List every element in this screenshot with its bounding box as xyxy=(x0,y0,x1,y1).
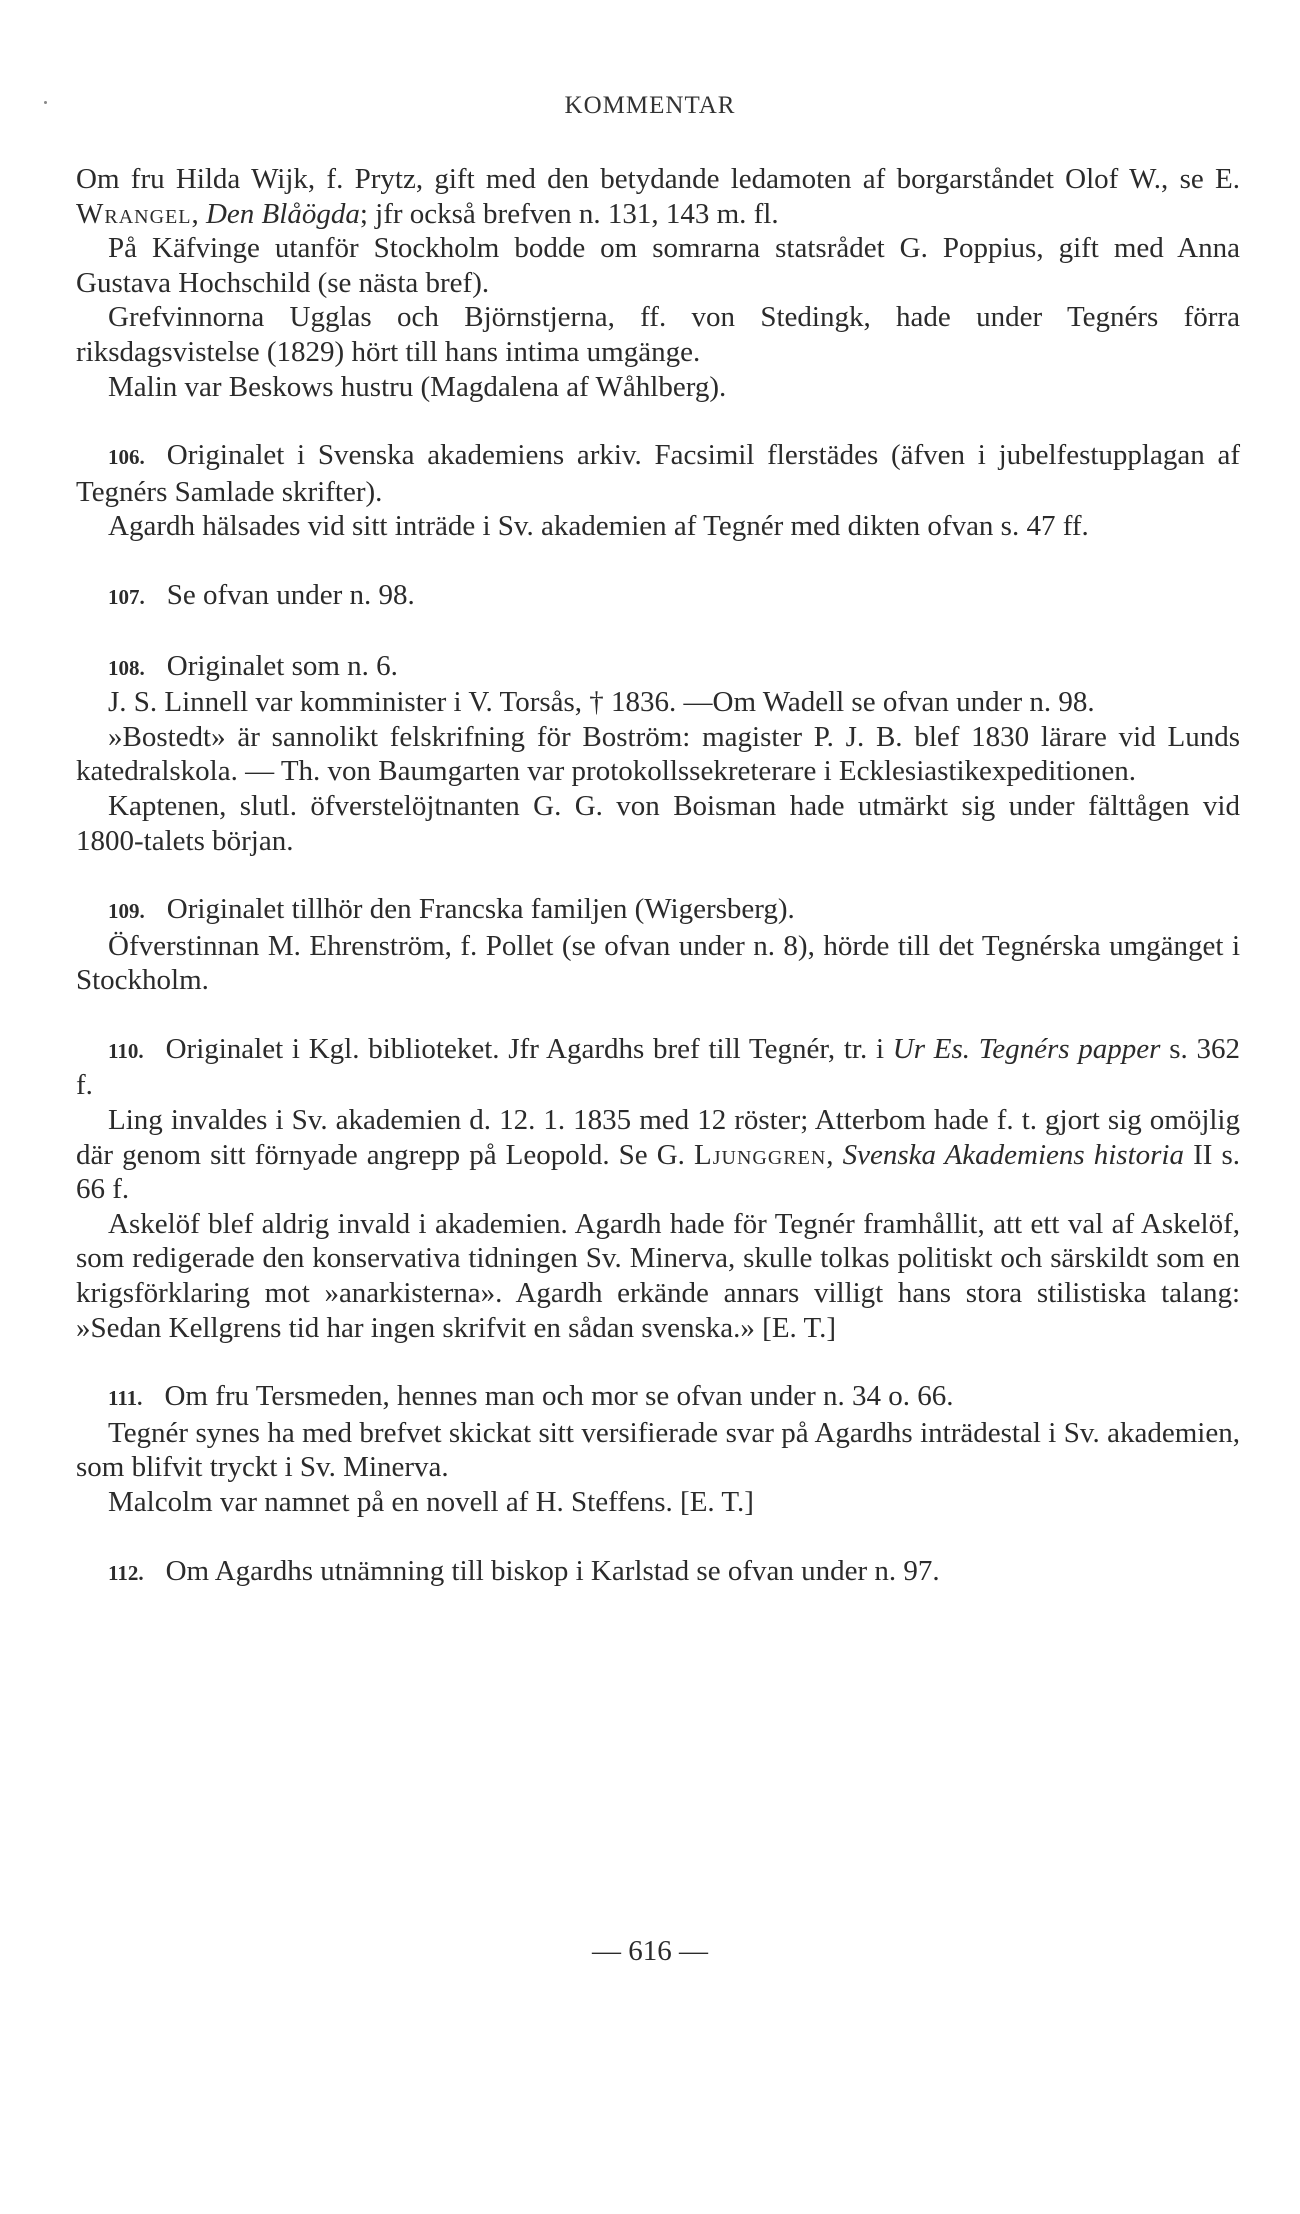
paragraph: Ling invaldes i Sv. akademien d. 12. 1. 1835 med 12 röster; Atterbom hade f. t. gjort sig omöjlig där genom sitt förnyade angrepp på Leopold. Se G. Ljunggren, Svenska Akademiens historia II s. 66 f. xyxy=(76,1104,1240,1206)
paragraph: 112. Om Agardhs utnämning till biskop i Karlstad se ofvan under n. 97. xyxy=(108,1554,940,1587)
page-number: — 616 — xyxy=(592,1935,708,1967)
entry-number: 112. xyxy=(108,1560,144,1585)
entry-number: 106. xyxy=(108,445,145,470)
italic-title: Den Blåögda xyxy=(205,197,360,230)
paragraph: »Bostedt» är sannolikt felskrifning för Boström: magister P. J. B. blef 1830 lärare vid Lunds katedralskola. — Th. von Baumgarten var protokollssekreterare i Ecklesiastikexpeditionen. xyxy=(76,720,1240,788)
small-caps-name: Wrangel xyxy=(76,197,192,230)
paragraph: Öfverstinnan M. Ehrenström, f. Pollet (se ofvan under n. 8), hörde till det Tegnérska umgänget i Stockholm. xyxy=(76,929,1240,997)
paragraph: 106. Originalet i Svenska akademiens arkiv. Facsimil flerstädes (äfven i jubelfestupplagan af Tegnérs Samlade skrifter). xyxy=(76,439,1240,508)
paragraph: Askelöf blef aldrig invald i akademien. Agardh hade för Tegnér framhållit, att ett val af Askelöf, som redigerade den konservativa tidningen Sv. Minerva, skulle tolkas politiskt och särskildt som en krigsförklaring mot »anarkisterna». Agardh erkände annars villigt hans stora stilistiska talang: »Sedan Kellgrens tid har ingen skrifvit en sådan svenska.» [E. T.] xyxy=(76,1207,1240,1344)
commentary-entry xyxy=(76,438,1240,544)
entry-number: 110. xyxy=(108,1038,144,1063)
entry-number: 108. xyxy=(108,655,145,680)
commentary-entry xyxy=(76,578,1240,615)
commentary-entry xyxy=(76,1554,1240,1591)
paragraph: 107. Se ofvan under n. 98. xyxy=(108,578,415,611)
paragraph: 108. Originalet som n. 6. xyxy=(108,649,398,682)
paragraph: 111. Om fru Tersmeden, hennes man och mor se ofvan under n. 34 o. 66. xyxy=(108,1380,954,1413)
paragraph: Malcolm var namnet på en novell af H. Steffens. [E. T.] xyxy=(108,1486,754,1518)
paragraph: Agardh hälsades vid sitt inträde i Sv. akademien af Tegnér med dikten ofvan s. 47 ff. xyxy=(108,510,1089,543)
paragraph: På Käfvinge utanför Stockholm bodde om somrarna statsrådet G. Poppius, gift med Anna Gustava Hochschild (se nästa bref). xyxy=(76,232,1240,299)
small-caps-name: Ljunggren xyxy=(694,1138,827,1171)
italic-title: Ur Es. Tegnérs papper xyxy=(892,1032,1161,1065)
paragraph: Grefvinnorna Ugglas och Björnstjerna, ff. von Stedingk, hade under Tegnérs förra riksdagsvistelse (1829) hört till hans intima umgänge. xyxy=(76,301,1240,368)
commentary-entry xyxy=(76,1379,1240,1519)
commentary-entry xyxy=(76,649,1240,859)
running-head: KOMMENTAR xyxy=(564,92,736,119)
paragraph: J. S. Linnell var komminister i V. Torsås, † 1836. —Om Wadell se ofvan under n. 98. xyxy=(108,686,1095,719)
paragraph: Tegnér synes ha med brefvet skickat sitt versifierade svar på Agardhs inträdestal i Sv. akademien, som blifvit tryckt i Sv. Minerva. xyxy=(76,1416,1240,1484)
commentary-entry xyxy=(76,1032,1240,1345)
italic-title: Svenska Akademiens historia xyxy=(842,1138,1184,1171)
commentary-entry xyxy=(76,892,1240,998)
paragraph: 110. Originalet i Kgl. biblioteket. Jfr Agardhs bref till Tegnér, tr. i Ur Es. Tegnérs papper s. 362 f. xyxy=(76,1032,1241,1102)
paragraph: Kaptenen, slutl. öfverstelöjtnanten G. G. von Boisman hade utmärkt sig under fälttågen vid 1800-talets början. xyxy=(76,789,1240,857)
commentary-body xyxy=(76,162,1240,1590)
entry-number: 109. xyxy=(108,899,145,924)
entry-number: 107. xyxy=(108,584,145,609)
commentary-intro xyxy=(76,162,1240,404)
paragraph: Om fru Hilda Wijk, f. Prytz, gift med den betydande ledamoten af borgarståndet Olof W., se E. Wrangel, Den Blåögda; jfr också brefven n. 131, 143 m. fl. xyxy=(76,163,1240,230)
paragraph: 109. Originalet tillhör den Francska familjen (Wigersberg). xyxy=(108,893,795,926)
paragraph: Malin var Beskows hustru (Magdalena af Wåhlberg). xyxy=(108,370,727,403)
entry-number: 111. xyxy=(108,1386,143,1411)
